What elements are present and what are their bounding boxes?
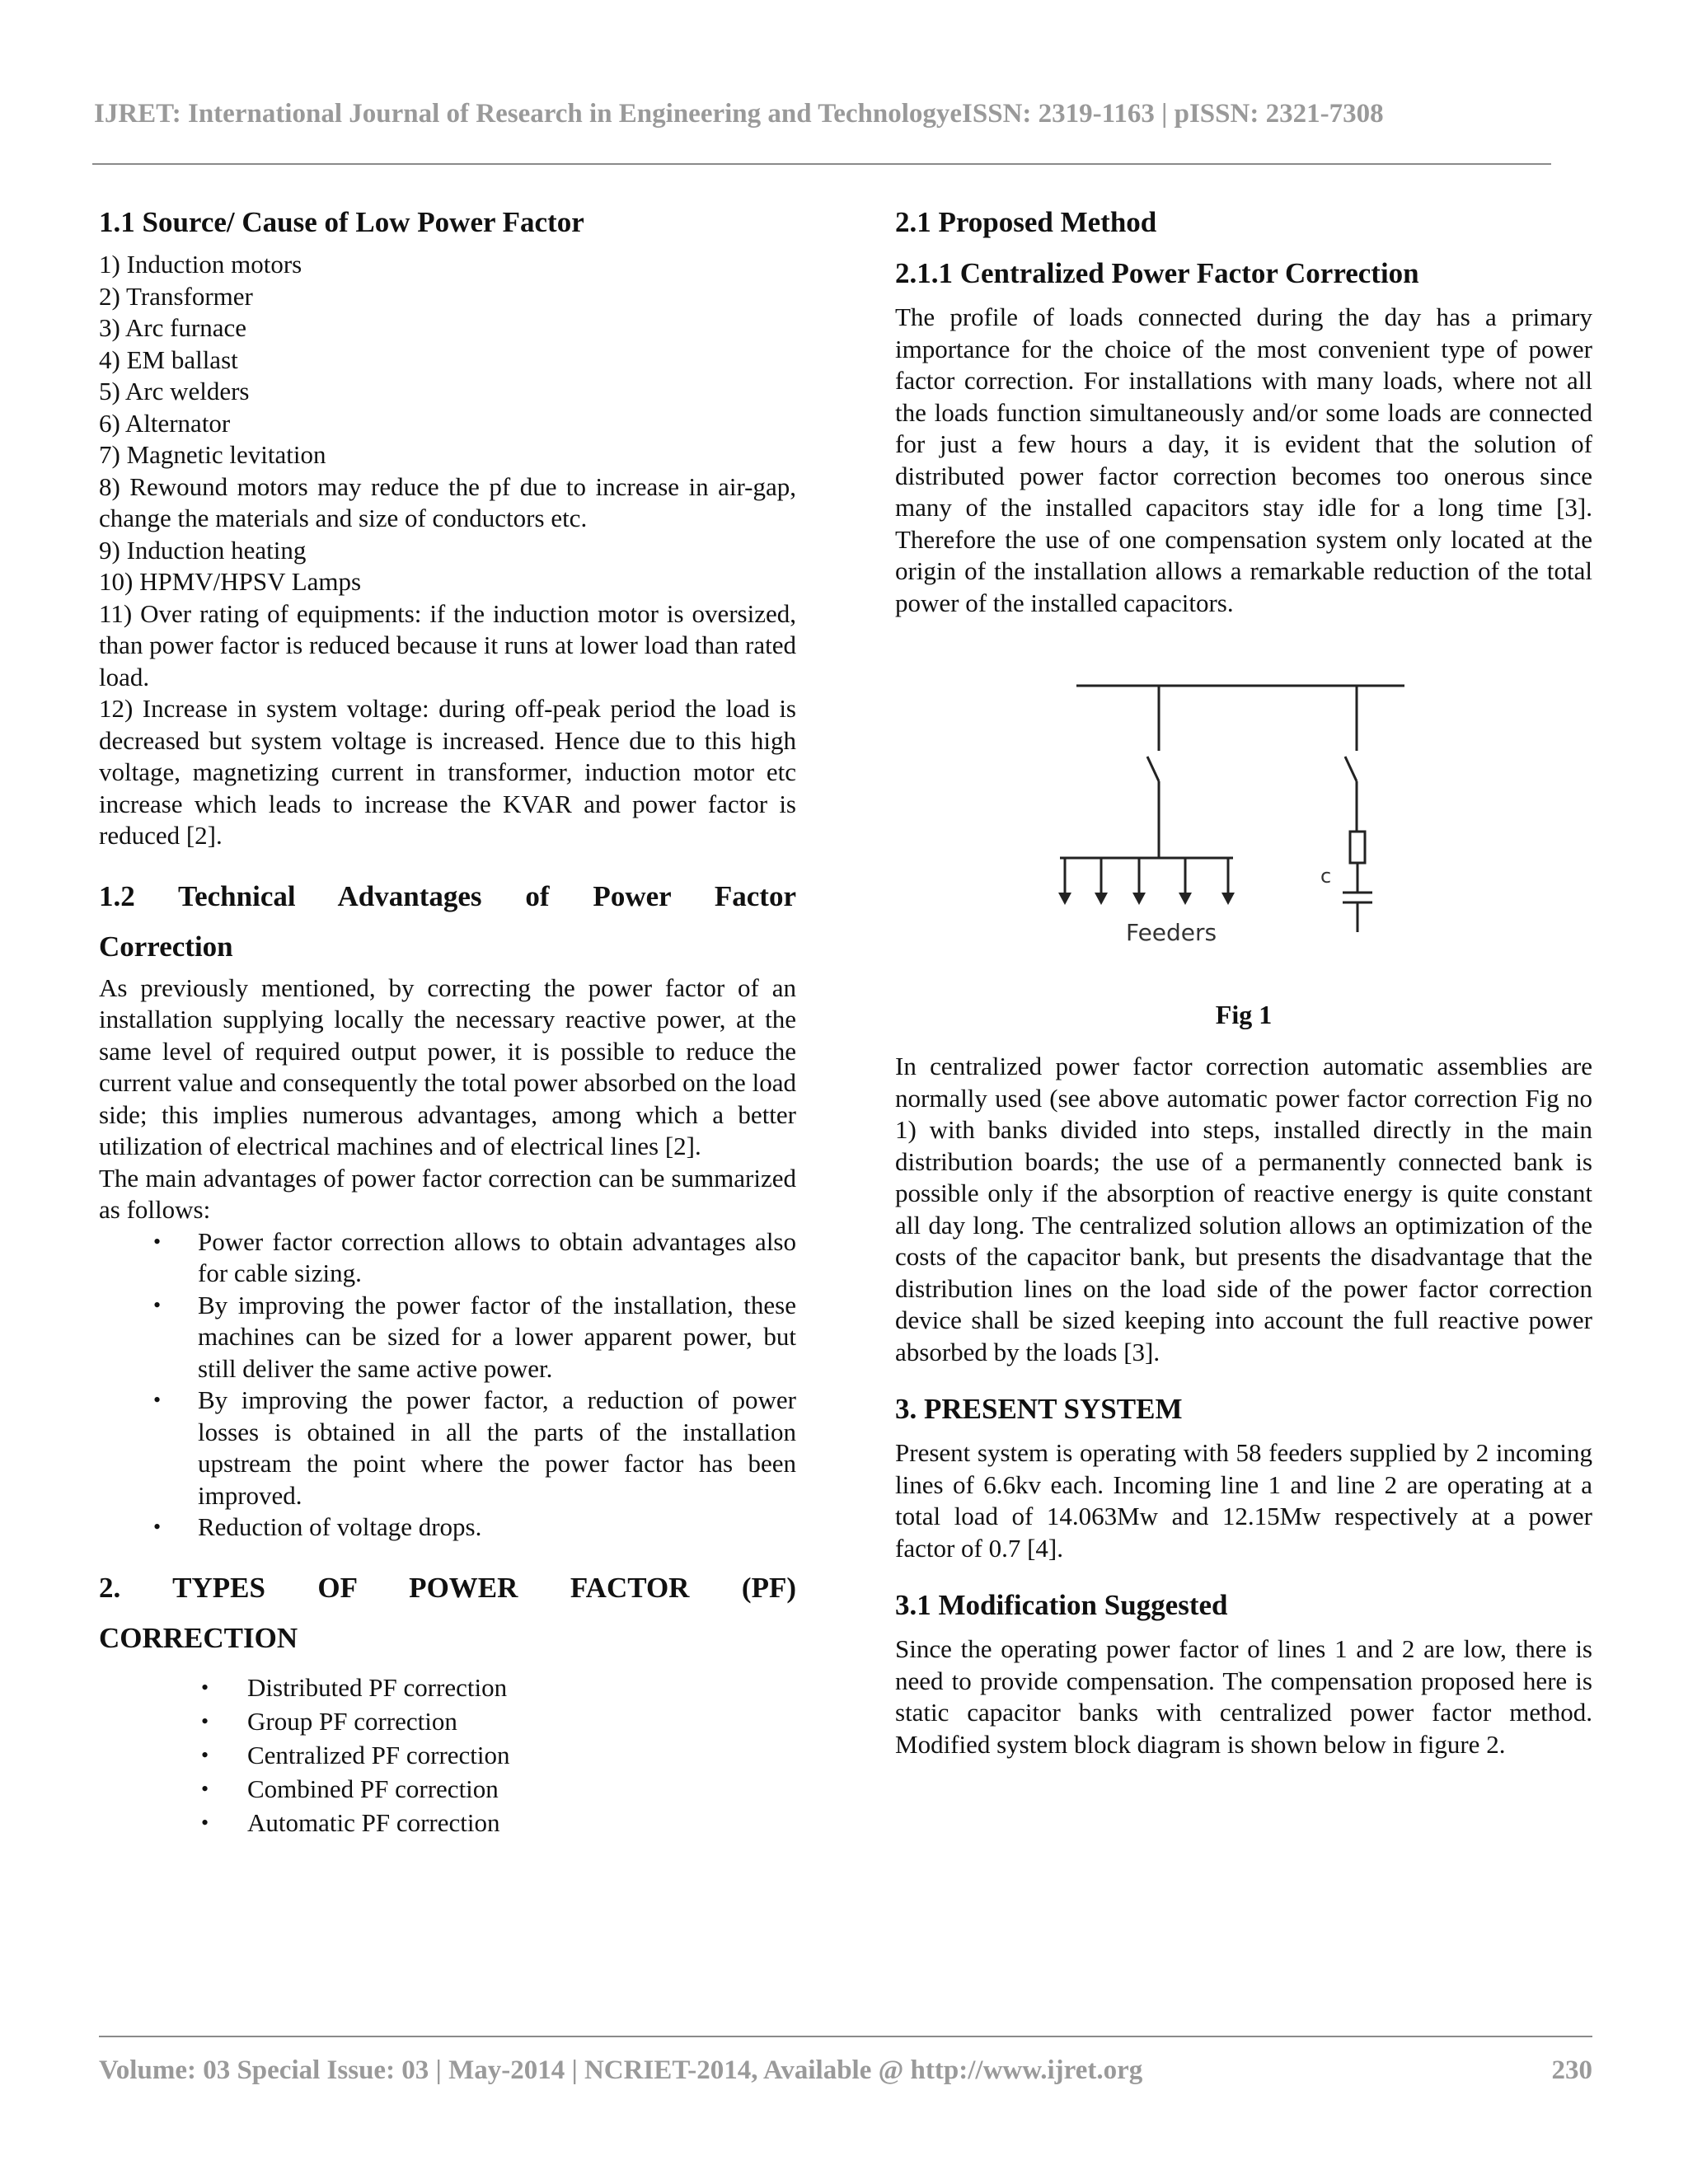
journal-header: IJRET: International Journal of Research in Engineering and TechnologyeISSN: 2319-1163 | pISSN: 2321-7308: [94, 99, 1384, 129]
list-item: • Centralized PF correction: [99, 1738, 796, 1772]
section-2-1-1-title: 2.1.1 Centralized Power Factor Correction: [895, 257, 1419, 289]
advantages-intro-paragraph: As previously mentioned, by correcting the power factor of an installation supplying locally the necessary reactive power, at the same level of required output power, it is possible to reduce the current value and consequently the total power absorbed on the load side; this implies numerous advantages, among which a better utilization of electrical machines and of electrical lines [2].: [99, 972, 796, 1160]
section-1-2-title-cont: Correction: [99, 930, 233, 963]
section-3-1-title: 3.1 Modification Suggested: [895, 1589, 1228, 1621]
cause-item: 2) Transformer: [99, 281, 253, 311]
bullet-icon: •: [153, 1388, 162, 1412]
bullet-icon: •: [201, 1675, 209, 1699]
footer-divider: [99, 2036, 1592, 2037]
cause-item: 1) Induction motors: [99, 250, 302, 279]
advantages-summary-paragraph: The main advantages of power factor correction can be summarized as follows:: [99, 1163, 796, 1224]
bullet-icon: •: [153, 1292, 162, 1317]
cause-item: 7) Magnetic levitation: [99, 440, 326, 469]
feeder-arrow: [1132, 893, 1146, 905]
left-column: [99, 203, 796, 1840]
section-1-1-title: 1.1 Source/ Cause of Low Power Factor: [99, 206, 584, 238]
section-2-title-cont: CORRECTION: [99, 1621, 298, 1654]
bullet-icon: •: [153, 1515, 162, 1539]
feeder-arrow: [1058, 893, 1071, 905]
causes-list: [99, 249, 796, 852]
section-1-2-title: 1.2 Technical Advantages of Power Factor: [99, 879, 796, 912]
feeders-label: Feeders: [1126, 919, 1217, 946]
centralized-intro-paragraph: The profile of loads connected during the day has a primary importance for the choice of the most convenient type of power factor correction. For installations with many loads, where not all the loads function simultaneously and/or some loads are connected for just a few hours a day, it is evident that the solution of distributed power factor correction becomes too onerous since many of the installed capacitors stay idle for a long time [3]. Therefore the use of one compensation system only located at the origin of the installation allows a remarkable reduction of the total power of the installed capacitors.: [895, 302, 1592, 617]
feeder-arrow: [1179, 893, 1192, 905]
section-2-title: 2. TYPES OF POWER FACTOR (PF): [99, 1571, 796, 1604]
list-item: • Reduction of voltage drops.: [99, 1511, 796, 1544]
figure-1-caption: Fig 1: [1215, 1000, 1273, 1029]
page-number: 230: [1551, 2055, 1592, 2085]
cause-item: 6) Alternator: [99, 408, 231, 438]
list-item: • Automatic PF correction: [99, 1806, 796, 1840]
figure-1: [895, 619, 1592, 998]
list-item: • Distributed PF correction: [99, 1671, 796, 1704]
header-divider: [92, 163, 1551, 165]
modification-paragraph: Since the operating power factor of lines 1 and 2 are low, there is need to provide compensation. The compensation proposed here is static capacitor banks with centralized power factor method. Modified system block diagram is shown below in figure 2.: [895, 1634, 1592, 1759]
list-item: • Power factor correction allows to obtain advantages also for cable sizing.: [153, 1226, 796, 1287]
present-system-paragraph: Present system is operating with 58 feeders supplied by 2 incoming lines of 6.6kv each. Incoming line 1 and line 2 are operating at a total load of 14.063Mw and 12.15Mw respectively at a power factor of 0.7 [4].: [895, 1438, 1592, 1563]
list-item: • Group PF correction: [99, 1704, 796, 1738]
right-column: [895, 203, 1592, 1760]
cause-item: 4) EM ballast: [99, 344, 238, 374]
feeder-switch: [1147, 757, 1159, 781]
bullet-icon: •: [153, 1229, 162, 1254]
list-item: • By improving the power factor, a reduction of power losses is obtained in all the parts of the installation upstream the point where the power factor has been improved.: [153, 1385, 796, 1510]
list-item: • By improving the power factor of the installation, these machines can be sized for a lower apparent power, but still deliver the same active power.: [153, 1290, 796, 1383]
feeder-arrow: [1221, 893, 1235, 905]
page-footer: [99, 2055, 1592, 2086]
cause-item: 3) Arc furnace: [99, 313, 247, 342]
cause-item: 10) HPMV/HPSV Lamps: [99, 567, 362, 596]
pf-types-list: [99, 1671, 796, 1840]
reactor: [1350, 832, 1365, 863]
cause-item: 11) Over rating of equipments: if the induction motor is oversized, than power factor is reduced because it runs at lower load than rated load.: [99, 598, 796, 691]
list-item: • Combined PF correction: [99, 1772, 796, 1806]
pfc-circuit-diagram: [895, 619, 1592, 965]
bullet-icon: •: [201, 1810, 209, 1835]
bullet-icon: •: [201, 1742, 209, 1767]
footer-citation: Volume: 03 Special Issue: 03 | May-2014 | NCRIET-2014, Available @ http://www.ijret.org: [99, 2055, 1143, 2085]
bullet-icon: •: [201, 1708, 209, 1733]
cause-item: 8) Rewound motors may reduce the pf due to increase in air-gap, change the materials and size of conductors etc.: [99, 471, 796, 532]
centralized-details-paragraph: In centralized power factor correction automatic assemblies are normally used (see above automatic power factor correction Fig no 1) with banks divided into steps, installed directly in the main distribution boards; the use of a permanently connected bank is possible only if the absorption of reactive energy is quite constant all day long. The centralized solution allows an optimization of the costs of the capacitor bank, but presents the disadvantage that the distribution lines on the load side of the power factor correction device shall be sized keeping into account the full reactive power absorbed by the loads [3].: [895, 1052, 1592, 1366]
cause-item: 12) Increase in system voltage: during off-peak period the load is decreased but system voltage is increased. Hence due to this high voltage, magnetizing current in transformer, induction motor etc increase which leads to increase the KVAR and power factor is reduced [2].: [99, 694, 796, 850]
feeder-arrow: [1095, 893, 1108, 905]
capacitor-label: c: [1320, 865, 1332, 888]
section-3-title: 3. PRESENT SYSTEM: [895, 1393, 1183, 1425]
bullet-icon: •: [201, 1776, 209, 1801]
cause-item: 9) Induction heating: [99, 535, 307, 565]
advantages-list: [99, 1226, 796, 1544]
section-2-1-title: 2.1 Proposed Method: [895, 206, 1157, 238]
cause-item: 5) Arc welders: [99, 377, 250, 405]
capacitor-switch: [1345, 757, 1357, 781]
